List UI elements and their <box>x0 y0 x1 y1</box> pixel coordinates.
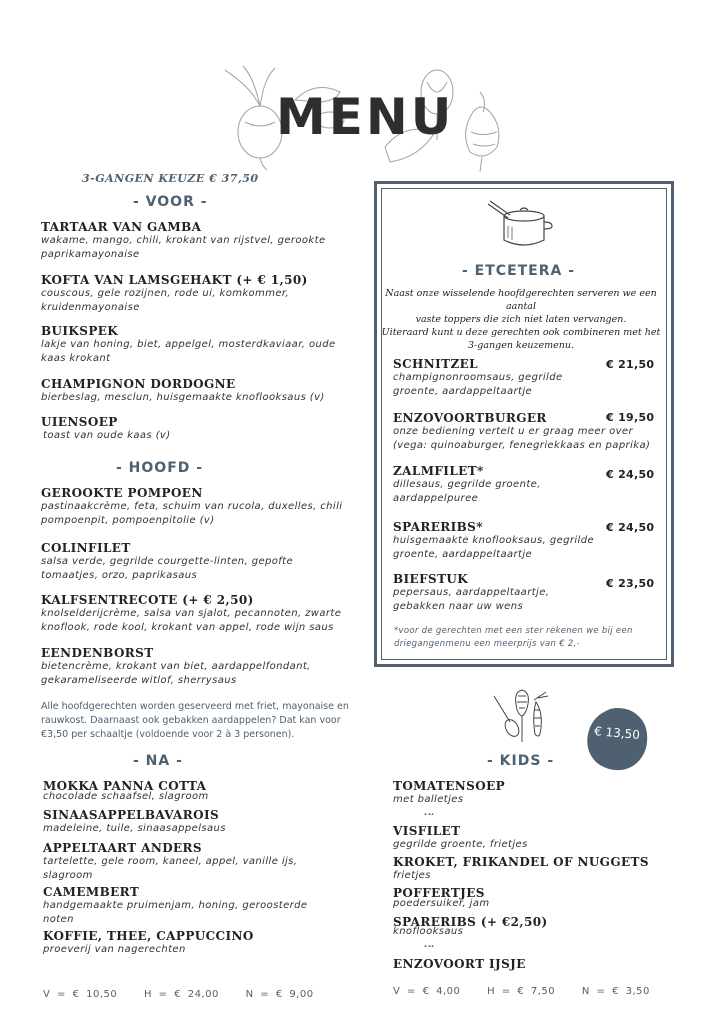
item-desc: kruidenmayonaise <box>41 302 140 313</box>
note-line: rauwkost. Daarnaast ook gebakken aardappelen? Dat kan voor <box>41 715 341 726</box>
item-name: BUIKSPEK <box>41 324 119 338</box>
etcetera-footnote <box>394 625 633 651</box>
menu-item <box>41 486 342 528</box>
item-name: KOFTA VAN LAMSGEHAKT (+ € 1,50) <box>41 273 308 287</box>
menu-item <box>393 957 526 971</box>
item-name: CAMEMBERT <box>43 885 140 899</box>
separator-dots: ․‥ <box>424 808 435 818</box>
item-desc: knoflooksaus <box>393 926 464 937</box>
footnote-line: *voor de gerechten met een ster rekenen we bij een <box>394 626 633 636</box>
item-name: ENZOVOORTBURGER <box>393 411 547 425</box>
footnote-line: driegangenmenu een meerprijs van € 2,- <box>394 639 581 649</box>
item-desc: dillesaus, gegrilde groente, <box>393 479 541 490</box>
menu-item <box>43 841 297 883</box>
item-desc: kaas krokant <box>41 353 111 364</box>
item-price: € 19,50 <box>606 411 655 424</box>
item-name: KALFSENTRECOTE (+ € 2,50) <box>41 593 254 607</box>
menu-item <box>43 808 226 836</box>
intro-line: Uiteraard kunt u deze gerechten ook combineren met het <box>381 327 661 338</box>
item-desc: chocolade schaafsel, slagroom <box>43 791 209 802</box>
item-name: SCHNITZEL <box>393 357 479 371</box>
menu-item <box>41 220 326 262</box>
item-name: VISFILET <box>393 824 461 838</box>
item-name: UIENSOEP <box>41 415 118 429</box>
item-desc: slagroom <box>43 870 93 881</box>
intro-line: vaste toppers die zich niet laten vervangen. <box>415 314 627 325</box>
item-desc: bierbeslag, mesclun, huisgemaakte knoflooksaus (v) <box>41 392 325 403</box>
item-desc: couscous, gele rozijnen, rode ui, komkommer, <box>41 288 290 299</box>
item-desc: pompoenpit, pompoenpitolie (v) <box>41 515 215 526</box>
hoofd-note <box>41 700 349 742</box>
item-desc: groente, aardappeltaartje <box>393 549 533 560</box>
item-name: GEROOKTE POMPOEN <box>41 486 203 500</box>
kitchen-utensils-icon <box>488 686 554 748</box>
item-name: APPELTAART ANDERS <box>43 841 202 855</box>
kids-price-badge: € 13,50 <box>593 724 641 742</box>
menu-item <box>393 855 649 883</box>
item-desc: wakame, mango, chili, krokant van rijstvel, gerookte <box>41 235 326 246</box>
menu-item <box>43 885 307 927</box>
item-desc: groente, aardappeltaartje <box>393 386 533 397</box>
menu-item <box>43 929 254 957</box>
item-name: SPARERIBS* <box>393 520 483 534</box>
item-name: SINAASAPPELBAVAROIS <box>43 808 220 822</box>
item-desc: lakje van honing, biet, appelgel, mosterdkaviaar, oude <box>41 339 336 350</box>
item-desc: tartelette, gele room, kaneel, appel, vanille ijs, <box>43 856 298 867</box>
item-price: € 24,50 <box>606 468 655 481</box>
section-title-na: - NA - <box>133 753 183 769</box>
kids-prices: V = € 4,00 H = € 7,50 N = € 3,50 <box>393 986 650 997</box>
item-desc: gegrilde groente, frietjes <box>393 839 528 850</box>
item-desc: salsa verde, gegrilde courgette-linten, gepofte <box>41 556 294 567</box>
item-desc: aardappelpuree <box>393 493 479 504</box>
menu-item <box>43 779 209 804</box>
menu-item <box>41 541 293 583</box>
item-desc: frietjes <box>393 870 431 881</box>
item-desc: proeverij van nagerechten <box>43 944 186 955</box>
section-title-etcetera: - ETCETERA - <box>462 263 576 279</box>
item-desc: madeleine, tuile, sinaasappelsaus <box>43 823 226 834</box>
menu-item <box>393 520 594 562</box>
item-price: € 23,50 <box>606 577 655 590</box>
item-desc: knoflook, rode kool, krokant van appel, rode wijn saus <box>41 622 334 633</box>
item-desc: huisgemaakte knoflooksaus, gegrilde <box>393 535 595 546</box>
cooking-pot-icon <box>486 196 558 252</box>
item-desc: tomaatjes, orzo, paprikasaus <box>41 570 198 581</box>
na-prices: V = € 10,50 H = € 24,00 N = € 9,00 <box>43 989 314 1000</box>
menu-item <box>393 824 528 852</box>
item-name: TARTAAR VAN GAMBA <box>41 220 202 234</box>
note-line: €3,50 per schaaltje (voldoende voor 2 à 3 personen). <box>41 729 295 740</box>
item-desc: (vega: quinoaburger, fenegriekkaas en paprika) <box>393 440 651 451</box>
item-desc: met balletjes <box>393 794 464 805</box>
item-desc: toast van oude kaas (v) <box>43 430 171 441</box>
item-desc: pastinaakcrème, feta, schuim van rucola, duxelles, chili <box>41 501 343 512</box>
item-name: KOFFIE, THEE, CAPPUCCINO <box>43 929 254 943</box>
item-desc: paprikamayonaise <box>41 249 140 260</box>
page-title: MENU <box>276 88 455 146</box>
item-desc: noten <box>43 914 74 925</box>
menu-item <box>41 415 171 443</box>
item-desc: onze bediening vertelt u er graag meer over <box>393 426 633 437</box>
separator-dots: ․‥ <box>424 940 435 950</box>
item-desc: bietencrème, krokant van biet, aardappelfondant, <box>41 661 311 672</box>
item-price: € 24,50 <box>606 521 655 534</box>
menu-item <box>41 377 325 405</box>
menu-item <box>393 915 548 939</box>
section-title-hoofd: - HOOFD - <box>116 460 204 476</box>
item-name: POFFERTJES <box>393 886 485 900</box>
note-line: Alle hoofdgerechten worden geserveerd met friet, mayonaise en <box>41 701 349 712</box>
section-title-kids: - KIDS - <box>487 753 555 769</box>
item-price: € 21,50 <box>606 358 655 371</box>
item-name: BIEFSTUK <box>393 572 469 586</box>
item-name: TOMATENSOEP <box>393 779 506 793</box>
item-name: COLINFILET <box>41 541 131 555</box>
item-desc: handgemaakte pruimenjam, honing, geroosterde <box>43 900 308 911</box>
section-title-voor: - VOOR - <box>133 194 208 210</box>
item-desc: champignonroomsaus, gegrilde <box>393 372 563 383</box>
menu-item <box>41 273 308 315</box>
item-desc: knolselderijcrème, salsa van sjalot, pecannoten, zwarte <box>41 608 342 619</box>
intro-line: 3-gangen keuzemenu. <box>468 340 574 351</box>
menu-item <box>393 779 505 807</box>
item-desc: poedersuiker, jam <box>393 898 490 909</box>
item-name: CHAMPIGNON DORDOGNE <box>41 377 236 391</box>
item-name: KROKET, FRIKANDEL OF NUGGETS <box>393 855 649 869</box>
menu-item <box>393 886 490 911</box>
menu-item <box>41 646 311 688</box>
item-desc: pepersaus, aardappeltaartje, <box>393 587 550 598</box>
menu-item <box>393 357 563 399</box>
item-name: EENDENBORST <box>41 646 154 660</box>
item-name: MOKKA PANNA COTTA <box>43 779 207 793</box>
menu-item <box>393 464 541 506</box>
intro-line: Naast onze wisselende hoofdgerechten serveren we een aantal <box>385 288 657 312</box>
item-name: ZALMFILET* <box>393 464 484 478</box>
menu-subtitle: 3-GANGEN KEUZE € 37,50 <box>82 172 259 185</box>
item-name: SPARERIBS (+ €2,50) <box>393 915 548 929</box>
menu-item <box>41 324 336 366</box>
menu-item <box>393 572 549 614</box>
item-name: ENZOVOORT IJSJE <box>393 957 526 971</box>
item-desc: gebakken naar uw wens <box>393 601 524 612</box>
etcetera-intro <box>380 287 662 352</box>
item-desc: gekarameliseerde witlof, sherrysaus <box>41 675 237 686</box>
menu-item <box>41 593 341 635</box>
